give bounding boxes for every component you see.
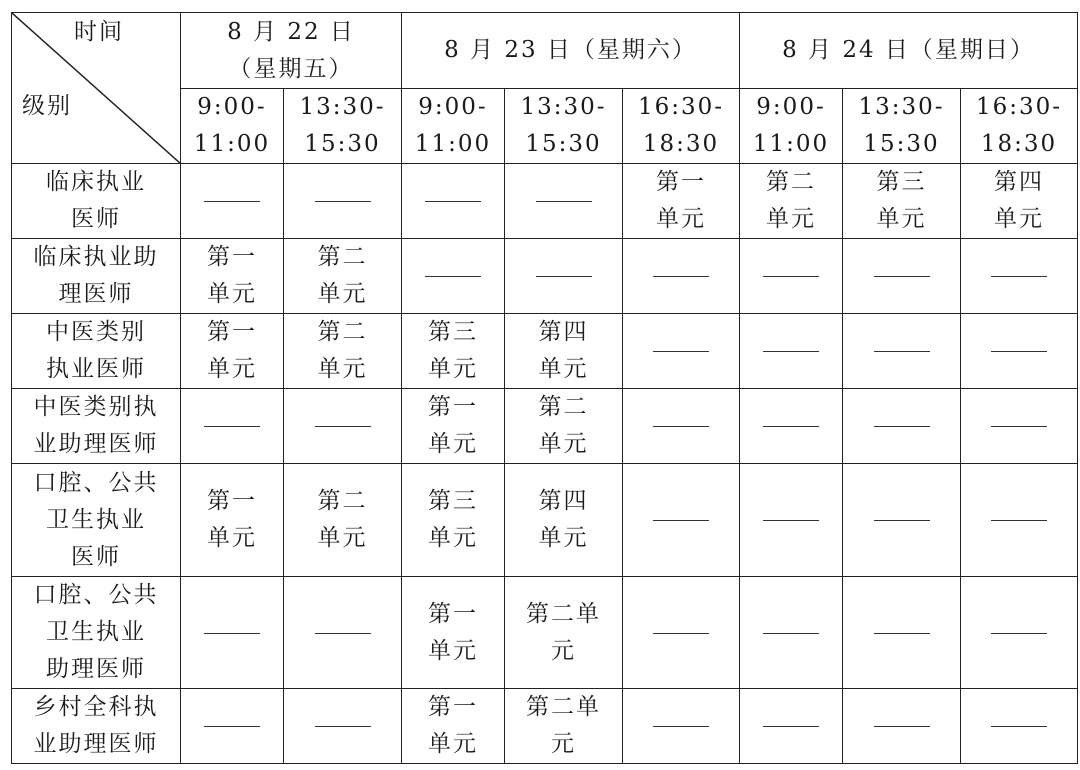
session-unit-cell: 第一 单元 [402,689,505,764]
session-unit-cell: 第二单 元 [505,689,623,764]
time-slot-header: 9:00- 11:00 [740,89,843,164]
dash-placeholder [874,726,930,727]
dash-placeholder [653,351,709,352]
dash-placeholder [763,633,819,634]
dash-placeholder [315,726,371,727]
dash-placeholder [874,426,930,427]
table-row [12,239,1078,314]
dash-placeholder [991,276,1047,277]
no-session-cell [740,689,843,764]
dash-placeholder [763,726,819,727]
no-session-cell [623,689,740,764]
dash-placeholder [763,520,819,521]
dash-placeholder [204,201,260,202]
dash-placeholder [536,201,592,202]
session-unit-cell: 第四 单元 [505,464,623,577]
no-session-cell [623,389,740,464]
dash-placeholder [315,201,371,202]
dash-placeholder [315,633,371,634]
dash-placeholder [204,426,260,427]
no-session-cell [961,464,1078,577]
session-unit-cell: 第二 单元 [505,389,623,464]
table-row [12,689,1078,764]
dash-placeholder [425,201,481,202]
date-header-aug23: 8 月 23 日（星期六） [402,13,740,89]
time-slot-header: 16:30- 18:30 [623,89,740,164]
dash-placeholder [653,520,709,521]
dash-placeholder [991,726,1047,727]
dash-placeholder [991,520,1047,521]
no-session-cell [402,164,505,239]
time-label: 时间 [74,19,124,45]
no-session-cell [740,389,843,464]
dash-placeholder [763,276,819,277]
level-name-cell: 口腔、公共 卫生执业 医师 [12,464,181,577]
no-session-cell [843,314,961,389]
dash-placeholder [536,276,592,277]
session-unit-cell: 第二 单元 [284,239,402,314]
table-row [12,314,1078,389]
no-session-cell [843,689,961,764]
date-header-aug22: 8 月 22 日 （星期五） [181,13,402,89]
session-unit-cell: 第一 单元 [402,577,505,689]
dash-placeholder [653,633,709,634]
no-session-cell [740,577,843,689]
session-unit-cell: 第二 单元 [740,164,843,239]
session-unit-cell: 第一 单元 [181,464,284,577]
dash-placeholder [763,426,819,427]
header-row-dates [12,13,1078,89]
time-slot-header: 9:00- 11:00 [402,89,505,164]
table-row [12,389,1078,464]
dash-placeholder [874,520,930,521]
no-session-cell [740,314,843,389]
dash-placeholder [874,276,930,277]
dash-placeholder [315,426,371,427]
no-session-cell [843,577,961,689]
no-session-cell [843,239,961,314]
no-session-cell [740,464,843,577]
no-session-cell [181,689,284,764]
date-header-aug24: 8 月 24 日（星期日） [740,13,1078,89]
no-session-cell [284,689,402,764]
level-name-cell: 中医类别 执业医师 [12,314,181,389]
no-session-cell [843,464,961,577]
session-unit-cell: 第一 单元 [402,389,505,464]
dash-placeholder [653,426,709,427]
session-unit-cell: 第二 单元 [284,314,402,389]
no-session-cell [402,239,505,314]
dash-placeholder [991,633,1047,634]
time-slot-header: 16:30- 18:30 [961,89,1078,164]
no-session-cell [961,689,1078,764]
no-session-cell [284,577,402,689]
no-session-cell [505,239,623,314]
no-session-cell [284,389,402,464]
session-unit-cell: 第二 单元 [284,464,402,577]
dash-placeholder [653,726,709,727]
session-unit-cell: 第一 单元 [623,164,740,239]
level-label: 级别 [22,93,72,119]
corner-header-cell [12,13,181,164]
time-slot-header: 13:30- 15:30 [843,89,961,164]
session-unit-cell: 第二单 元 [505,577,623,689]
dash-placeholder [204,726,260,727]
level-name-cell: 中医类别执 业助理医师 [12,389,181,464]
level-name-cell: 临床执业助 理医师 [12,239,181,314]
session-unit-cell: 第三 单元 [402,314,505,389]
level-name-cell: 口腔、公共 卫生执业 助理医师 [12,577,181,689]
dash-placeholder [991,351,1047,352]
no-session-cell [623,314,740,389]
level-name-cell: 临床执业 医师 [12,164,181,239]
no-session-cell [961,314,1078,389]
no-session-cell [961,577,1078,689]
time-slot-header: 13:30- 15:30 [284,89,402,164]
session-unit-cell: 第四 单元 [505,314,623,389]
session-unit-cell: 第一 单元 [181,239,284,314]
no-session-cell [961,239,1078,314]
dash-placeholder [874,633,930,634]
level-name-cell: 乡村全科执 业助理医师 [12,689,181,764]
no-session-cell [740,239,843,314]
session-unit-cell: 第三 单元 [402,464,505,577]
exam-schedule-table [11,12,1078,764]
no-session-cell [181,577,284,689]
dash-placeholder [204,633,260,634]
dash-placeholder [874,351,930,352]
dash-placeholder [763,351,819,352]
no-session-cell [623,577,740,689]
no-session-cell [843,389,961,464]
session-unit-cell: 第一 单元 [181,314,284,389]
no-session-cell [623,239,740,314]
no-session-cell [181,389,284,464]
session-unit-cell: 第三 单元 [843,164,961,239]
time-slot-header: 9:00- 11:00 [181,89,284,164]
no-session-cell [623,464,740,577]
time-slot-header: 13:30- 15:30 [505,89,623,164]
no-session-cell [181,164,284,239]
table-row [12,164,1078,239]
dash-placeholder [991,426,1047,427]
dash-placeholder [653,276,709,277]
table-row [12,464,1078,577]
dash-placeholder [425,276,481,277]
table-row [12,577,1078,689]
no-session-cell [284,164,402,239]
no-session-cell [505,164,623,239]
no-session-cell [961,389,1078,464]
session-unit-cell: 第四 单元 [961,164,1078,239]
